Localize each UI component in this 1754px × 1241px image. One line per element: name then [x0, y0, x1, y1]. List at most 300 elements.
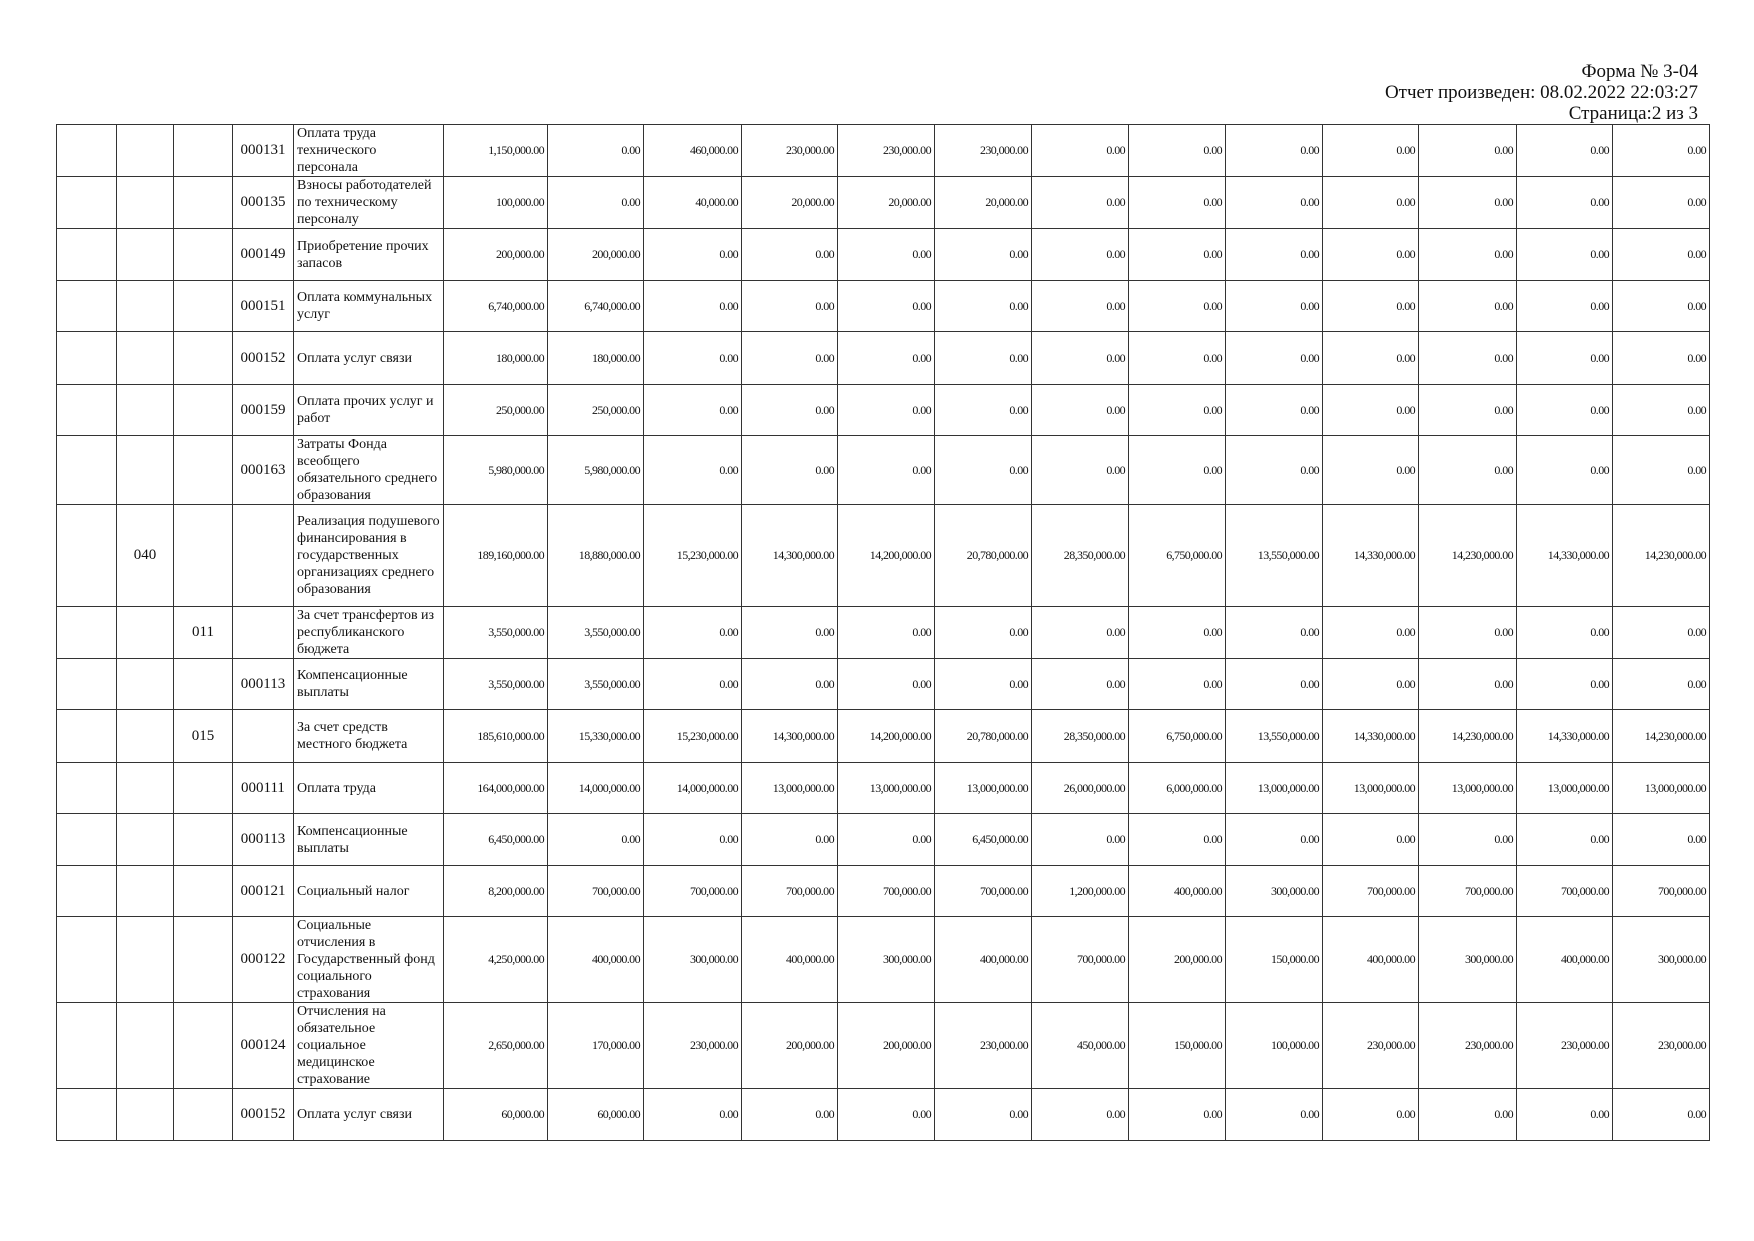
report-generated-timestamp: Отчет произведен: 08.02.2022 22:03:27: [1384, 82, 1698, 103]
function-group-cell: [57, 814, 117, 866]
month-amount-cell: 3,550,000.00: [548, 607, 644, 659]
item-name-cell: Взносы работодателей по техническому персоналу: [294, 177, 444, 229]
subprogram-cell: [174, 332, 233, 385]
total-amount-cell: 200,000.00: [444, 229, 548, 281]
month-amount-cell: 230,000.00: [742, 125, 838, 177]
month-amount-cell: 0.00: [1129, 332, 1226, 385]
month-amount-cell: 0.00: [742, 814, 838, 866]
month-amount-cell: 0.00: [1323, 332, 1419, 385]
month-amount-cell: 0.00: [1613, 436, 1710, 505]
month-amount-cell: 0.00: [935, 607, 1032, 659]
function-group-cell: [57, 332, 117, 385]
month-amount-cell: 300,000.00: [1613, 917, 1710, 1003]
specifics-code-cell: [233, 710, 294, 763]
month-amount-cell: 0.00: [1419, 229, 1517, 281]
subprogram-cell: [174, 659, 233, 710]
month-amount-cell: 0.00: [1032, 281, 1129, 332]
month-amount-cell: 450,000.00: [1032, 1003, 1129, 1089]
month-amount-cell: 0.00: [1517, 1089, 1613, 1141]
function-group-cell: [57, 763, 117, 814]
month-amount-cell: 700,000.00: [1517, 866, 1613, 917]
month-amount-cell: 0.00: [1226, 1089, 1323, 1141]
total-amount-cell: 3,550,000.00: [444, 659, 548, 710]
item-name-cell: Оплата услуг связи: [294, 332, 444, 385]
table-row: [57, 763, 1710, 814]
month-amount-cell: 0.00: [1323, 814, 1419, 866]
month-amount-cell: 0.00: [1032, 332, 1129, 385]
month-amount-cell: 13,000,000.00: [1323, 763, 1419, 814]
month-amount-cell: 14,230,000.00: [1419, 505, 1517, 607]
month-amount-cell: 0.00: [1419, 1089, 1517, 1141]
table-row: [57, 917, 1710, 1003]
specifics-code-cell: 000124: [233, 1003, 294, 1089]
subprogram-cell: [174, 229, 233, 281]
table-row: [57, 607, 1710, 659]
month-amount-cell: 0.00: [1517, 659, 1613, 710]
month-amount-cell: 0.00: [1419, 436, 1517, 505]
month-amount-cell: 400,000.00: [1129, 866, 1226, 917]
total-amount-cell: 164,000,000.00: [444, 763, 548, 814]
month-amount-cell: 230,000.00: [935, 125, 1032, 177]
month-amount-cell: 300,000.00: [1419, 917, 1517, 1003]
total-amount-cell: 180,000.00: [444, 332, 548, 385]
month-amount-cell: 0.00: [1032, 385, 1129, 436]
month-amount-cell: 15,330,000.00: [548, 710, 644, 763]
month-amount-cell: 14,300,000.00: [742, 710, 838, 763]
month-amount-cell: 15,230,000.00: [644, 710, 742, 763]
subprogram-cell: [174, 385, 233, 436]
month-amount-cell: 0.00: [1226, 659, 1323, 710]
month-amount-cell: 0.00: [838, 1089, 935, 1141]
month-amount-cell: 0.00: [742, 281, 838, 332]
function-group-cell: [57, 1003, 117, 1089]
month-amount-cell: 700,000.00: [742, 866, 838, 917]
subprogram-cell: [174, 917, 233, 1003]
month-amount-cell: 0.00: [1419, 385, 1517, 436]
table-row: [57, 710, 1710, 763]
total-amount-cell: 4,250,000.00: [444, 917, 548, 1003]
month-amount-cell: 0.00: [935, 229, 1032, 281]
month-amount-cell: 0.00: [1419, 281, 1517, 332]
table-row: [57, 177, 1710, 229]
month-amount-cell: 700,000.00: [1032, 917, 1129, 1003]
month-amount-cell: 3,550,000.00: [548, 659, 644, 710]
month-amount-cell: 0.00: [548, 125, 644, 177]
month-amount-cell: 6,740,000.00: [548, 281, 644, 332]
month-amount-cell: 150,000.00: [1226, 917, 1323, 1003]
page-indicator: Страница:2 из 3: [1568, 103, 1698, 124]
item-name-cell: Социальные отчисления в Государственный фонд социального страхования: [294, 917, 444, 1003]
month-amount-cell: 0.00: [1032, 125, 1129, 177]
month-amount-cell: 0.00: [1613, 332, 1710, 385]
specifics-code-cell: 000135: [233, 177, 294, 229]
month-amount-cell: 0.00: [644, 814, 742, 866]
month-amount-cell: 0.00: [838, 385, 935, 436]
month-amount-cell: 13,000,000.00: [1517, 763, 1613, 814]
month-amount-cell: 28,350,000.00: [1032, 710, 1129, 763]
program-cell: [117, 710, 174, 763]
specifics-code-cell: 000121: [233, 866, 294, 917]
subprogram-cell: 015: [174, 710, 233, 763]
subprogram-cell: [174, 814, 233, 866]
item-name-cell: Оплата прочих услуг и работ: [294, 385, 444, 436]
month-amount-cell: 0.00: [838, 436, 935, 505]
month-amount-cell: 230,000.00: [1613, 1003, 1710, 1089]
month-amount-cell: 0.00: [1517, 229, 1613, 281]
subprogram-cell: [174, 1089, 233, 1141]
month-amount-cell: 14,000,000.00: [548, 763, 644, 814]
month-amount-cell: 0.00: [742, 659, 838, 710]
month-amount-cell: 0.00: [742, 607, 838, 659]
month-amount-cell: 0.00: [1129, 814, 1226, 866]
table-row: [57, 814, 1710, 866]
specifics-code-cell: 000151: [233, 281, 294, 332]
function-group-cell: [57, 229, 117, 281]
month-amount-cell: 0.00: [1129, 436, 1226, 505]
month-amount-cell: 14,230,000.00: [1613, 505, 1710, 607]
month-amount-cell: 400,000.00: [935, 917, 1032, 1003]
item-name-cell: Компенсационные выплаты: [294, 659, 444, 710]
program-cell: [117, 814, 174, 866]
item-name-cell: За счет трансфертов из республиканского бюджета: [294, 607, 444, 659]
month-amount-cell: 0.00: [1226, 385, 1323, 436]
month-amount-cell: 700,000.00: [644, 866, 742, 917]
month-amount-cell: 0.00: [1517, 177, 1613, 229]
month-amount-cell: 0.00: [1226, 229, 1323, 281]
month-amount-cell: 14,230,000.00: [1419, 710, 1517, 763]
specifics-code-cell: 000122: [233, 917, 294, 1003]
table-row: [57, 505, 1710, 607]
month-amount-cell: 0.00: [1032, 1089, 1129, 1141]
month-amount-cell: 1,200,000.00: [1032, 866, 1129, 917]
month-amount-cell: 0.00: [1613, 229, 1710, 281]
month-amount-cell: 0.00: [1032, 607, 1129, 659]
month-amount-cell: 0.00: [742, 436, 838, 505]
program-cell: [117, 763, 174, 814]
month-amount-cell: 0.00: [1226, 814, 1323, 866]
total-amount-cell: 3,550,000.00: [444, 607, 548, 659]
month-amount-cell: 14,200,000.00: [838, 505, 935, 607]
program-cell: [117, 917, 174, 1003]
month-amount-cell: 700,000.00: [838, 866, 935, 917]
item-name-cell: Отчисления на обязательное социальное медицинское страхование: [294, 1003, 444, 1089]
subprogram-cell: [174, 436, 233, 505]
subprogram-cell: [174, 281, 233, 332]
month-amount-cell: 0.00: [742, 229, 838, 281]
month-amount-cell: 230,000.00: [935, 1003, 1032, 1089]
program-cell: [117, 281, 174, 332]
function-group-cell: [57, 505, 117, 607]
month-amount-cell: 0.00: [1032, 659, 1129, 710]
month-amount-cell: 0.00: [935, 385, 1032, 436]
function-group-cell: [57, 281, 117, 332]
month-amount-cell: 0.00: [1129, 229, 1226, 281]
item-name-cell: Приобретение прочих запасов: [294, 229, 444, 281]
function-group-cell: [57, 125, 117, 177]
program-cell: [117, 177, 174, 229]
month-amount-cell: 700,000.00: [1419, 866, 1517, 917]
month-amount-cell: 13,550,000.00: [1226, 710, 1323, 763]
function-group-cell: [57, 1089, 117, 1141]
month-amount-cell: 0.00: [644, 385, 742, 436]
month-amount-cell: 0.00: [1129, 281, 1226, 332]
program-cell: [117, 1003, 174, 1089]
month-amount-cell: 0.00: [1419, 814, 1517, 866]
month-amount-cell: 0.00: [935, 1089, 1032, 1141]
total-amount-cell: 5,980,000.00: [444, 436, 548, 505]
month-amount-cell: 0.00: [1129, 607, 1226, 659]
month-amount-cell: 400,000.00: [1517, 917, 1613, 1003]
month-amount-cell: 0.00: [1419, 177, 1517, 229]
total-amount-cell: 1,150,000.00: [444, 125, 548, 177]
subprogram-cell: [174, 125, 233, 177]
month-amount-cell: 0.00: [644, 436, 742, 505]
total-amount-cell: 6,450,000.00: [444, 814, 548, 866]
month-amount-cell: 0.00: [1032, 814, 1129, 866]
month-amount-cell: 0.00: [548, 177, 644, 229]
item-name-cell: Затраты Фонда всеобщего обязательного среднего образования: [294, 436, 444, 505]
item-name-cell: Оплата коммунальных услуг: [294, 281, 444, 332]
month-amount-cell: 0.00: [1419, 607, 1517, 659]
month-amount-cell: 14,300,000.00: [742, 505, 838, 607]
month-amount-cell: 230,000.00: [838, 125, 935, 177]
subprogram-cell: [174, 177, 233, 229]
specifics-code-cell: 000131: [233, 125, 294, 177]
month-amount-cell: 40,000.00: [644, 177, 742, 229]
month-amount-cell: 0.00: [1613, 659, 1710, 710]
month-amount-cell: 0.00: [935, 281, 1032, 332]
month-amount-cell: 0.00: [1517, 332, 1613, 385]
table-row: [57, 229, 1710, 281]
month-amount-cell: 400,000.00: [1323, 917, 1419, 1003]
month-amount-cell: 20,000.00: [838, 177, 935, 229]
month-amount-cell: 300,000.00: [1226, 866, 1323, 917]
month-amount-cell: 0.00: [1323, 281, 1419, 332]
month-amount-cell: 0.00: [838, 332, 935, 385]
month-amount-cell: 0.00: [1517, 814, 1613, 866]
item-name-cell: Оплата труда: [294, 763, 444, 814]
month-amount-cell: 0.00: [1032, 177, 1129, 229]
specifics-code-cell: 000149: [233, 229, 294, 281]
month-amount-cell: 0.00: [838, 607, 935, 659]
specifics-code-cell: 000152: [233, 332, 294, 385]
specifics-code-cell: [233, 505, 294, 607]
month-amount-cell: 0.00: [1129, 659, 1226, 710]
month-amount-cell: 0.00: [548, 814, 644, 866]
month-amount-cell: 0.00: [1226, 607, 1323, 659]
month-amount-cell: 230,000.00: [644, 1003, 742, 1089]
month-amount-cell: 0.00: [935, 332, 1032, 385]
month-amount-cell: 14,230,000.00: [1613, 710, 1710, 763]
month-amount-cell: 230,000.00: [1323, 1003, 1419, 1089]
month-amount-cell: 0.00: [1129, 385, 1226, 436]
month-amount-cell: 20,000.00: [742, 177, 838, 229]
month-amount-cell: 0.00: [1323, 659, 1419, 710]
month-amount-cell: 0.00: [1226, 436, 1323, 505]
table-row: [57, 281, 1710, 332]
month-amount-cell: 14,330,000.00: [1517, 710, 1613, 763]
subprogram-cell: [174, 866, 233, 917]
month-amount-cell: 0.00: [1517, 281, 1613, 332]
month-amount-cell: 0.00: [838, 814, 935, 866]
month-amount-cell: 26,000,000.00: [1032, 763, 1129, 814]
function-group-cell: [57, 659, 117, 710]
month-amount-cell: 0.00: [1323, 229, 1419, 281]
month-amount-cell: 200,000.00: [548, 229, 644, 281]
month-amount-cell: 0.00: [1517, 607, 1613, 659]
specifics-code-cell: 000159: [233, 385, 294, 436]
month-amount-cell: 0.00: [1419, 659, 1517, 710]
specifics-code-cell: [233, 607, 294, 659]
item-name-cell: Социальный налог: [294, 866, 444, 917]
specifics-code-cell: 000111: [233, 763, 294, 814]
month-amount-cell: 460,000.00: [644, 125, 742, 177]
specifics-code-cell: 000152: [233, 1089, 294, 1141]
specifics-code-cell: 000113: [233, 659, 294, 710]
program-cell: [117, 436, 174, 505]
month-amount-cell: 0.00: [644, 607, 742, 659]
month-amount-cell: 14,330,000.00: [1323, 710, 1419, 763]
month-amount-cell: 5,980,000.00: [548, 436, 644, 505]
month-amount-cell: 14,330,000.00: [1323, 505, 1419, 607]
subprogram-cell: [174, 1003, 233, 1089]
table-row: [57, 866, 1710, 917]
subprogram-cell: [174, 505, 233, 607]
month-amount-cell: 400,000.00: [742, 917, 838, 1003]
month-amount-cell: 0.00: [1129, 177, 1226, 229]
month-amount-cell: 230,000.00: [1419, 1003, 1517, 1089]
month-amount-cell: 6,750,000.00: [1129, 710, 1226, 763]
month-amount-cell: 700,000.00: [548, 866, 644, 917]
month-amount-cell: 0.00: [935, 436, 1032, 505]
month-amount-cell: 700,000.00: [1613, 866, 1710, 917]
month-amount-cell: 200,000.00: [1129, 917, 1226, 1003]
month-amount-cell: 0.00: [1613, 1089, 1710, 1141]
function-group-cell: [57, 385, 117, 436]
table-row: [57, 436, 1710, 505]
item-name-cell: Оплата услуг связи: [294, 1089, 444, 1141]
program-cell: [117, 385, 174, 436]
program-cell: [117, 866, 174, 917]
month-amount-cell: 0.00: [1419, 332, 1517, 385]
month-amount-cell: 0.00: [644, 659, 742, 710]
month-amount-cell: 13,000,000.00: [1419, 763, 1517, 814]
function-group-cell: [57, 866, 117, 917]
subprogram-cell: [174, 763, 233, 814]
month-amount-cell: 6,750,000.00: [1129, 505, 1226, 607]
month-amount-cell: 200,000.00: [742, 1003, 838, 1089]
month-amount-cell: 14,000,000.00: [644, 763, 742, 814]
function-group-cell: [57, 710, 117, 763]
month-amount-cell: 300,000.00: [644, 917, 742, 1003]
month-amount-cell: 0.00: [1226, 332, 1323, 385]
month-amount-cell: 0.00: [1613, 281, 1710, 332]
month-amount-cell: 0.00: [1517, 125, 1613, 177]
total-amount-cell: 189,160,000.00: [444, 505, 548, 607]
item-name-cell: За счет средств местного бюджета: [294, 710, 444, 763]
total-amount-cell: 100,000.00: [444, 177, 548, 229]
month-amount-cell: 13,000,000.00: [935, 763, 1032, 814]
function-group-cell: [57, 917, 117, 1003]
program-cell: [117, 659, 174, 710]
program-cell: [117, 332, 174, 385]
month-amount-cell: 0.00: [1613, 385, 1710, 436]
month-amount-cell: 6,450,000.00: [935, 814, 1032, 866]
month-amount-cell: 0.00: [644, 332, 742, 385]
table-body: [57, 125, 1710, 1141]
month-amount-cell: 170,000.00: [548, 1003, 644, 1089]
month-amount-cell: 0.00: [1226, 281, 1323, 332]
month-amount-cell: 18,880,000.00: [548, 505, 644, 607]
month-amount-cell: 700,000.00: [935, 866, 1032, 917]
month-amount-cell: 20,780,000.00: [935, 710, 1032, 763]
month-amount-cell: 0.00: [1226, 125, 1323, 177]
month-amount-cell: 0.00: [1517, 436, 1613, 505]
table-row: [57, 1089, 1710, 1141]
month-amount-cell: 0.00: [1517, 385, 1613, 436]
specifics-code-cell: 000113: [233, 814, 294, 866]
month-amount-cell: 20,780,000.00: [935, 505, 1032, 607]
specifics-code-cell: 000163: [233, 436, 294, 505]
form-number: Форма № 3-04: [1581, 61, 1698, 82]
month-amount-cell: 0.00: [1613, 177, 1710, 229]
program-cell: [117, 229, 174, 281]
month-amount-cell: 13,550,000.00: [1226, 505, 1323, 607]
month-amount-cell: 0.00: [838, 659, 935, 710]
month-amount-cell: 400,000.00: [548, 917, 644, 1003]
month-amount-cell: 0.00: [742, 1089, 838, 1141]
month-amount-cell: 0.00: [1323, 1089, 1419, 1141]
program-cell: [117, 1089, 174, 1141]
month-amount-cell: 0.00: [1613, 607, 1710, 659]
month-amount-cell: 100,000.00: [1226, 1003, 1323, 1089]
month-amount-cell: 0.00: [1419, 125, 1517, 177]
function-group-cell: [57, 436, 117, 505]
month-amount-cell: 14,200,000.00: [838, 710, 935, 763]
month-amount-cell: 250,000.00: [548, 385, 644, 436]
total-amount-cell: 6,740,000.00: [444, 281, 548, 332]
month-amount-cell: 700,000.00: [1323, 866, 1419, 917]
month-amount-cell: 0.00: [1129, 125, 1226, 177]
month-amount-cell: 0.00: [838, 281, 935, 332]
month-amount-cell: 0.00: [644, 1089, 742, 1141]
program-cell: [117, 607, 174, 659]
month-amount-cell: 0.00: [1032, 229, 1129, 281]
total-amount-cell: 60,000.00: [444, 1089, 548, 1141]
table-row: [57, 1003, 1710, 1089]
month-amount-cell: 6,000,000.00: [1129, 763, 1226, 814]
month-amount-cell: 0.00: [1323, 607, 1419, 659]
month-amount-cell: 13,000,000.00: [742, 763, 838, 814]
table-row: [57, 385, 1710, 436]
month-amount-cell: 0.00: [1226, 177, 1323, 229]
function-group-cell: [57, 177, 117, 229]
month-amount-cell: 0.00: [935, 659, 1032, 710]
month-amount-cell: 0.00: [644, 281, 742, 332]
total-amount-cell: 250,000.00: [444, 385, 548, 436]
month-amount-cell: 0.00: [1323, 177, 1419, 229]
month-amount-cell: 0.00: [644, 229, 742, 281]
month-amount-cell: 28,350,000.00: [1032, 505, 1129, 607]
function-group-cell: [57, 607, 117, 659]
subprogram-cell: 011: [174, 607, 233, 659]
total-amount-cell: 185,610,000.00: [444, 710, 548, 763]
month-amount-cell: 300,000.00: [838, 917, 935, 1003]
month-amount-cell: 13,000,000.00: [838, 763, 935, 814]
month-amount-cell: 230,000.00: [1517, 1003, 1613, 1089]
month-amount-cell: 0.00: [742, 332, 838, 385]
month-amount-cell: 0.00: [742, 385, 838, 436]
